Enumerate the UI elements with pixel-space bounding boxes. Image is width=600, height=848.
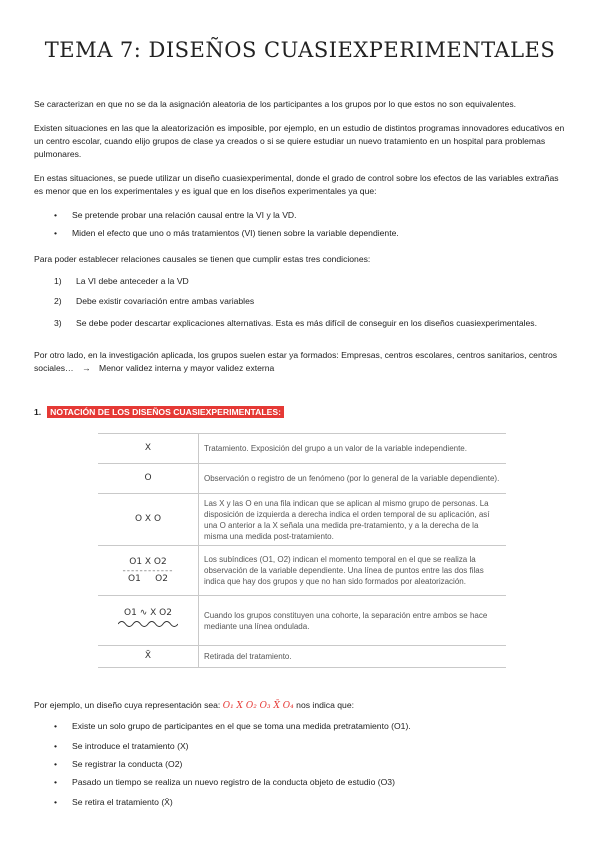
conditions-intro: Para poder establecer relaciones causales se tienen que cumplir estas tres condiciones: xyxy=(34,254,371,264)
notation-second-row: O1 O2 xyxy=(128,573,168,584)
dotted-separator: ------------ xyxy=(122,565,174,576)
table-row: X Tratamiento. Exposición del grupo a un valor de la variable independiente. xyxy=(98,434,506,464)
table-row: O Observación o registro de un fenómeno (por lo general de la variable dependiente). xyxy=(98,464,506,494)
bullet-icon: • xyxy=(54,741,58,751)
list-item: • Se introduce el tratamiento (X) xyxy=(54,741,189,751)
list-item: • Miden el efecto que uno o más tratamientos (VI) tienen sobre la variable dependiente. xyxy=(54,228,399,238)
bullet-icon: • xyxy=(54,228,58,238)
example-formula: O₁ X O₂ O₃ X̄ O₄ xyxy=(222,701,294,711)
list-item: 1) La VI debe anteceder a la VD xyxy=(54,276,189,286)
intro-paragraph: Se caracterizan en que no se da la asignación aleatoria de los participantes a los grupos por lo que estos no son equivalentes. xyxy=(34,99,517,109)
list-item: • Se pretende probar una relación causal entre la VI y la VD. xyxy=(54,210,297,220)
cohort-notation: O1 ∿ X O2 xyxy=(124,608,172,618)
section-heading: 1. NOTACIÓN DE LOS DISEÑOS CUASIEXPERIMENTALES: xyxy=(34,407,284,417)
table-row: O1 X O2 ------------ O1 O2 Los subíndices (O1, O2) indican el momento temporal en el que se realiza la observación de la variable dependiente. Una línea de puntos entre las dos filas indica que hay dos grupos y que no han sido formados por aleatorización. xyxy=(98,546,506,596)
list-item: • Se registrar la conducta (O2) xyxy=(54,759,183,769)
wavy-line-icon xyxy=(118,619,178,629)
situations-cont-paragraph: En estas situaciones, se puede utilizar un diseño cuasiexperimental, donde el grado de control sobre los efectos de las variables extrañas es menor que en los experimentales y es igual que en los diseños experimentales ya que: xyxy=(34,173,559,196)
bullet-icon: • xyxy=(54,759,58,769)
list-item: • Existe un solo grupo de participantes en el que se toma una medida pretratamiento (O1). xyxy=(54,721,411,731)
list-item: • Se retira el tratamiento (X̄) xyxy=(54,797,173,807)
page-title: TEMA 7: DISEÑOS CUASIEXPERIMENTALES xyxy=(44,38,556,62)
notation-table xyxy=(98,433,506,668)
table-row: X̄ Retirada del tratamiento. xyxy=(98,646,506,668)
table-row: O X O Las X y las O en una fila indican que se aplican al mismo grupo de personas. La disposición de izquierda a derecha indica el orden temporal de su aplicación, así una O anterior a la X señala una medida pre-tratamiento, y a la derecha de la misma una medida post-tratamiento. xyxy=(98,494,506,546)
list-item: 2) Debe existir covariación entre ambas variables xyxy=(54,296,255,306)
arrow-right-icon: → xyxy=(82,363,91,373)
table-row: O1 ∿ X O2 Cuando los grupos constituyen una cohorte, la separación entre ambos se hace mediante una línea ondulada. xyxy=(98,596,506,646)
example-paragraph: Por ejemplo, un diseño cuya representación sea: O₁ X O₂ O₃ X̄ O₄ nos indica que: xyxy=(34,700,354,711)
list-item: • Pasado un tiempo se realiza un nuevo registro de la conducta objeto de estudio (O3) xyxy=(54,777,395,787)
bullet-icon: • xyxy=(54,797,58,807)
situations-paragraph: Existen situaciones en las que la aleatorización es imposible, por ejemplo, en un estudio de distintos programas innovadores educativos en un centro escolar, cuando elijo grupos de clase ya creados o si se quiere estudiar un nuevo tratamiento en un hospital para problemas pulmonares. xyxy=(34,123,565,159)
bullet-icon: • xyxy=(54,777,58,787)
bullet-icon: • xyxy=(54,721,58,731)
list-item: 3) Se debe poder descartar explicaciones alternativas. Esta es más difícil de conseguir en los diseños cuasiexperimentales. xyxy=(54,318,537,328)
applied-research-paragraph: Por otro lado, en la investigación aplicada, los grupos suelen estar ya formados: Empresas, centros escolares, centros sanitarios, centros sociales… → Menor validez interna y mayor validez externa xyxy=(34,350,558,373)
bullet-icon: • xyxy=(54,210,58,220)
